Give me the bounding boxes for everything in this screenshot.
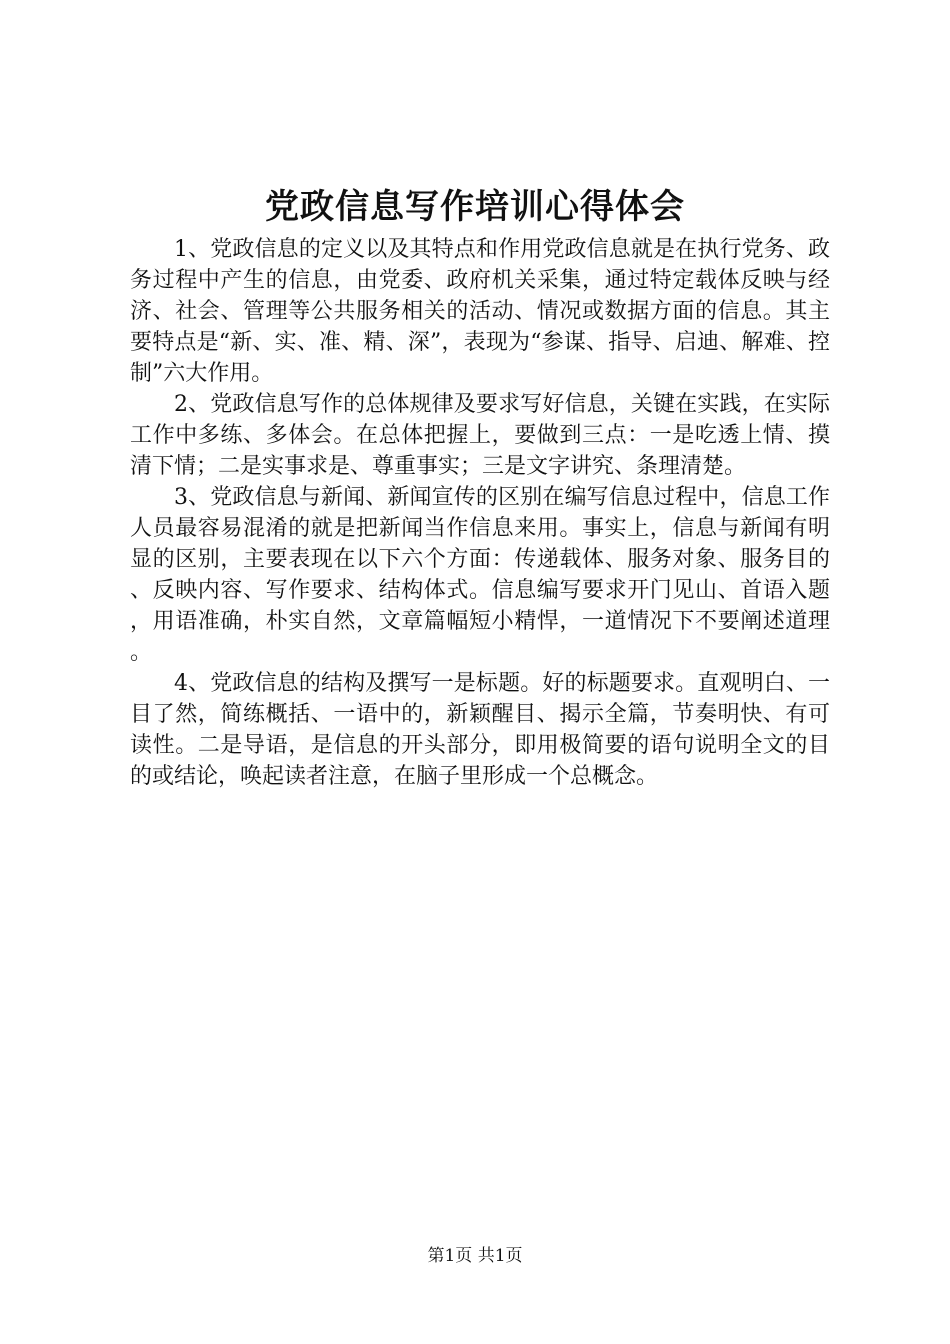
paragraph-1: 1、党政信息的定义以及其特点和作用党政信息就是在执行党务、政务过程中产生的信息，由党委、政府机关采集，通过特定载体反映与经济、社会、管理等公共服务相关的活动、情况或数据方面的信息。其主要特点是“新、实、准、精、深”，表现为“参谋、指导、启迪、解难、控制”六大作用。 <box>130 237 830 386</box>
page-number-footer: 第1页 共1页 <box>427 1246 523 1266</box>
paragraph-2: 2、党政信息写作的总体规律及要求写好信息，关键在实践，在实际工作中多练、多体会。在总体把握上，要做到三点：一是吃透上情、摸清下情；二是实事求是、尊重事实；三是文字讲究、条理清楚。 <box>130 392 830 479</box>
document-body <box>130 234 830 792</box>
paragraph-4: 4、党政信息的结构及撰写一是标题。好的标题要求。直观明白、一目了然，简练概括、一语中的，新颖醒目、揭示全篇，节奏明快、有可读性。二是导语，是信息的开头部分，即用极简要的语句说明全文的目的或结论，唤起读者注意，在脑子里形成一个总概念。 <box>130 671 830 789</box>
paragraph-3: 3、党政信息与新闻、新闻宣传的区别在编写信息过程中，信息工作人员最容易混淆的就是把新闻当作信息来用。事实上，信息与新闻有明显的区别，主要表现在以下六个方面：传递载体、服务对象、服务目的、反映内容、写作要求、结构体式。信息编写要求开门见山、首语入题，用语准确，朴实自然，文章篇幅短小精悍，一道情况下不要阐述道理。 <box>130 485 830 665</box>
document-title: 党政信息写作培训心得体会 <box>265 187 685 227</box>
